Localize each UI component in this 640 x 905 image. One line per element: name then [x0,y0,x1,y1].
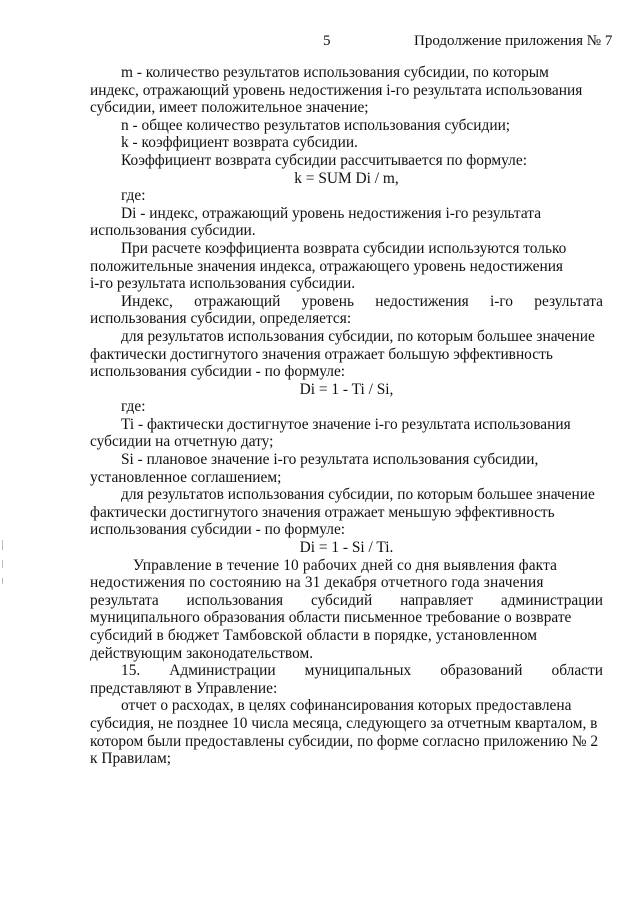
word: образований [440,662,523,680]
word: отражающий [194,292,281,310]
text-line: положительные значения индекса, отражающего уровень недостижения [90,257,564,275]
text-line: индекс, отражающий уровень недостижения i-го результата использования [90,81,583,99]
formula-di-2: Di = 1 - Si / Ti. [299,539,394,557]
word: Администрации [169,662,276,680]
text-line: субсидии, имеет положительное значение; [90,99,369,117]
text-line: использования субсидии. [90,222,256,240]
appendix-continuation: Продолжение приложения № 7 [414,33,613,49]
text-line: Si - плановое значение i-го результата использования субсидии, [121,451,539,469]
clause-15-line [90,662,603,680]
scan-edge-mark [2,578,3,584]
word: результата [534,292,603,310]
text-line: представляют в Управление: [90,679,278,697]
scan-edge-mark [2,560,3,568]
text-line: фактически достигнутого значения отражает меньшую эффективность [90,503,555,521]
text-line: использования субсидии - по формуле: [90,363,346,381]
document-body [90,64,603,768]
word: направляет [400,591,474,609]
text-line: действующим законодательством. [90,644,314,662]
text-line: n - общее количество результатов использования субсидии; [121,116,511,134]
text-line: фактически достигнутого значения отражает большую эффективность [90,345,553,363]
scan-edge-mark [2,540,3,550]
formula-di-1: Di = 1 - Ti / Si, [299,380,394,398]
word: использования [186,591,284,609]
text-line: для результатов использования субсидии, по которым большее значение [121,486,595,504]
text-line: k - коэффициент возврата субсидии. [121,134,358,152]
mgmt-spread-line [90,592,603,610]
word: администрации [500,591,603,609]
text-line: При расчете коэффициента возврата субсидии используются только [121,239,567,257]
word: Индекс, [121,292,173,310]
index-line [90,293,603,311]
text-line: использования субсидии - по формуле: [90,521,346,539]
text-line: субсидий в бюджет Тамбовской области в порядке, установленном [90,627,538,644]
word: недостижения [375,292,469,310]
text-line: субсидия, не позднее 10 числа месяца, следующего за отчетным кварталом, в [90,714,598,732]
word: субсидий [310,591,373,609]
text-line: i-го результата использования субсидии. [90,275,356,293]
text-line: недостижения по состоянию на 31 декабря отчетного года значения [90,574,544,592]
text-line: Di - индекс, отражающий уровень недостижения i-го результата [121,204,542,222]
word: результата [90,591,159,609]
word: области [551,662,603,680]
text-line: к Правилам; [90,750,171,768]
formula-k: k = SUM Di / m, [294,169,399,187]
clause-number: 15. [121,662,141,680]
word: муниципальных [304,662,412,680]
word: i-го [489,292,513,310]
text-line: для результатов использования субсидии, по которым большее значение [121,327,595,345]
text-line: где: [121,187,146,205]
text-line: использования субсидии, определяется: [90,310,352,328]
text-line: Управление в течение 10 рабочих дней со дня выявления факта [133,556,558,574]
text-line: Ti - фактически достигнутое значение i-го результата использования [121,415,571,433]
text-line: установленное соглашением; [90,468,282,486]
text-line: где: [121,398,146,416]
text-line: m - количество результатов использования субсидии, по которым [121,64,549,81]
text-line: субсидии на отчетную дату; [90,433,274,451]
text-line: котором были предоставлены субсидии, по форме согласно приложению № 2 [90,732,599,750]
text-line: муниципального образования области письменное требование о возврате [90,609,572,627]
page-number: 5 [323,33,331,49]
text-line: Коэффициент возврата субсидии рассчитывается по формуле: [121,151,527,169]
word: уровень [301,292,354,310]
text-line: отчет о расходах, в целях софинансирования которых предоставлена [121,697,572,715]
